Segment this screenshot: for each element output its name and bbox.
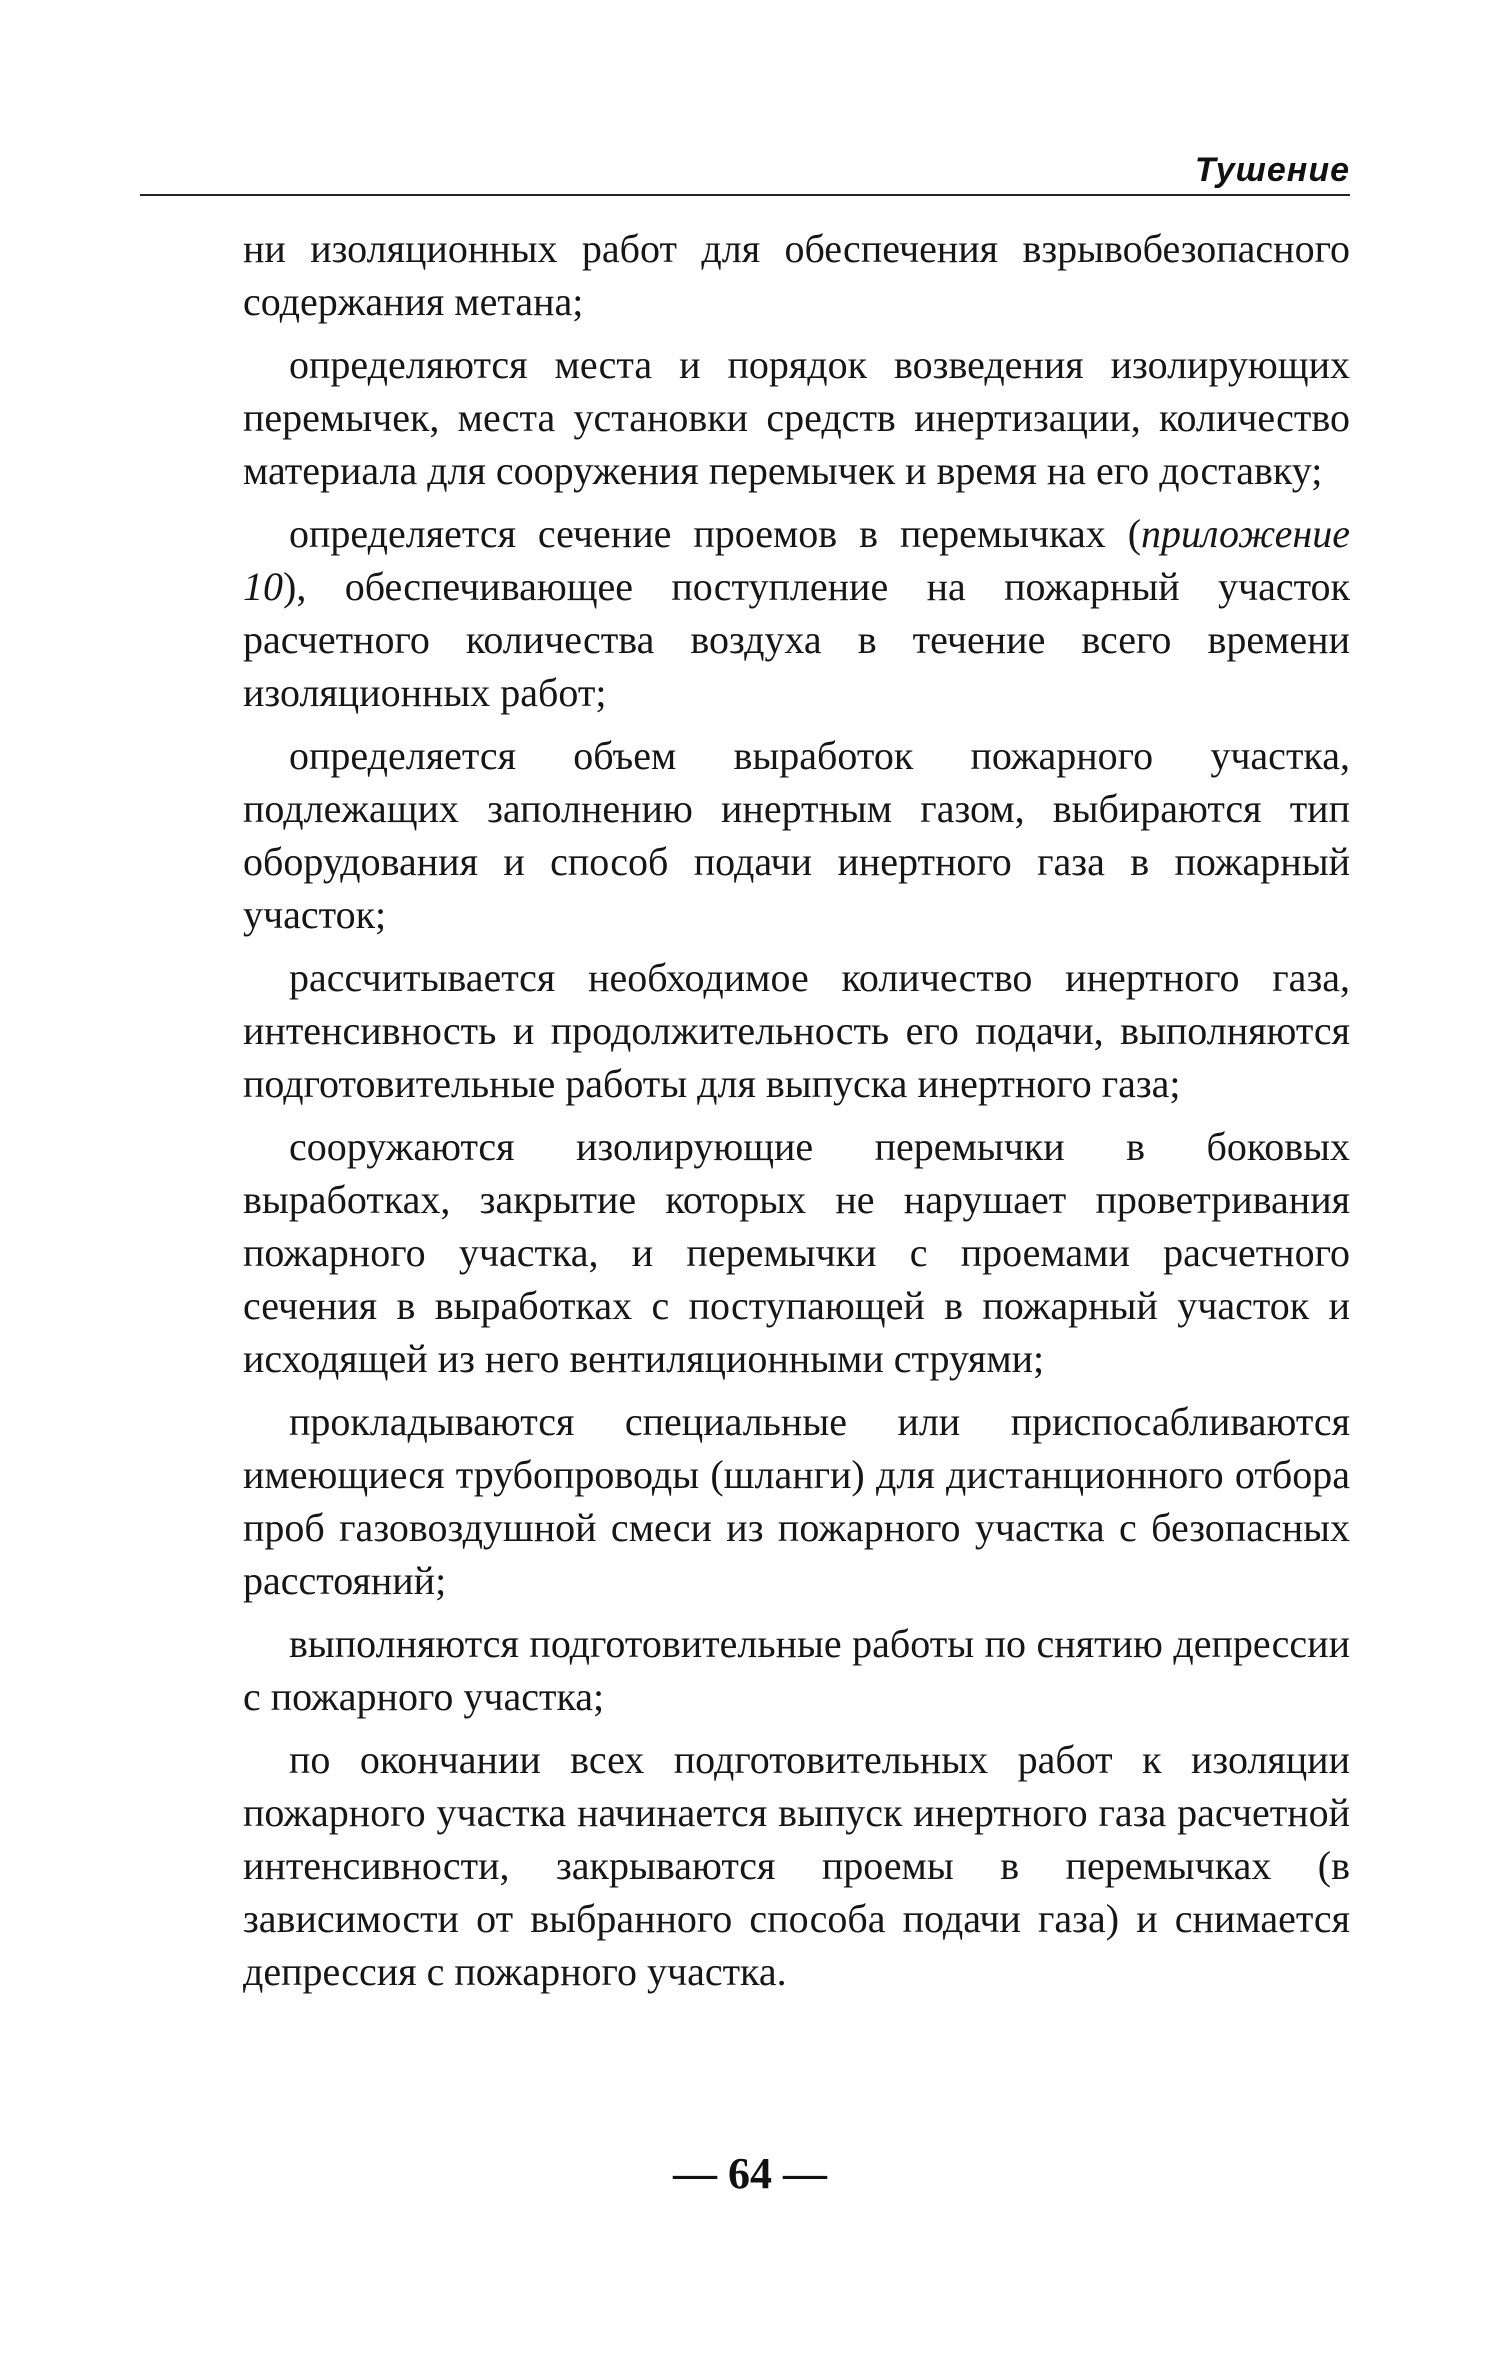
- paragraph-inert-gas-amount: рассчитывается необходимое количество инертного газа, интенсивность и продолжительность его подачи, выполняются подготовительные работы для выпуска инертного газа;: [243, 955, 1350, 1106]
- paragraph-opening-section-start: определяется сечение проемов в перемычках (: [289, 511, 1142, 556]
- paragraph-sampling-pipelines: прокладываются специальные или приспосабливаются имеющиеся трубопроводы (шланги) для дистанционного отбора проб газовоздушной смеси из пожарного участка с безопасных расстояний;: [243, 1399, 1350, 1603]
- page-number: — 64 —: [673, 2149, 827, 2198]
- appendix-reference: приложение 10: [243, 511, 1350, 609]
- paragraph-continuation: ни изоляционных работ для обеспечения взрывобезопасного содержания метана;: [243, 226, 1350, 324]
- running-head: [140, 150, 1350, 196]
- running-head-title: Тушение: [1194, 151, 1350, 189]
- paragraph-isolating-stoppings: сооружаются изолирующие перемычки в боковых выработках, закрытие которых не нарушает проветривания пожарного участка, и перемычки с проемами расчетного сечения в выработках с поступающей в пожарный участок и исходящей из него вентиляционными струями;: [243, 1124, 1350, 1381]
- paragraph-final-step: по окончании всех подготовительных работ к изоляции пожарного участка начинается выпуск инертного газа расчетной интенсивности, закрываются проемы в перемычках (в зависимости от выбранного способа подачи газа) и снимается депрессия с пожарного участка.: [243, 1737, 1350, 1994]
- paragraph-isolation-points: определяются места и порядок возведения изолирующих перемычек, места установки средств инертизации, количество материала для сооружения перемычек и время на его доставку;: [243, 342, 1350, 493]
- paragraph-workings-volume: определяется объем выработок пожарного участка, подлежащих заполнению инертным газом, выбираются тип оборудования и способ подачи инертного газа в пожарный участок;: [243, 733, 1350, 937]
- paragraph-opening-section: [243, 507, 1350, 719]
- body-text: [243, 222, 1350, 2008]
- paragraph-opening-section-end: ), обеспечивающее поступление на пожарный участок расчетного количества воздуха в течение всего времени изоляционных работ;: [243, 564, 1350, 715]
- paragraph-depression-prep: выполняются подготовительные работы по снятию депрессии с пожарного участка;: [243, 1621, 1350, 1719]
